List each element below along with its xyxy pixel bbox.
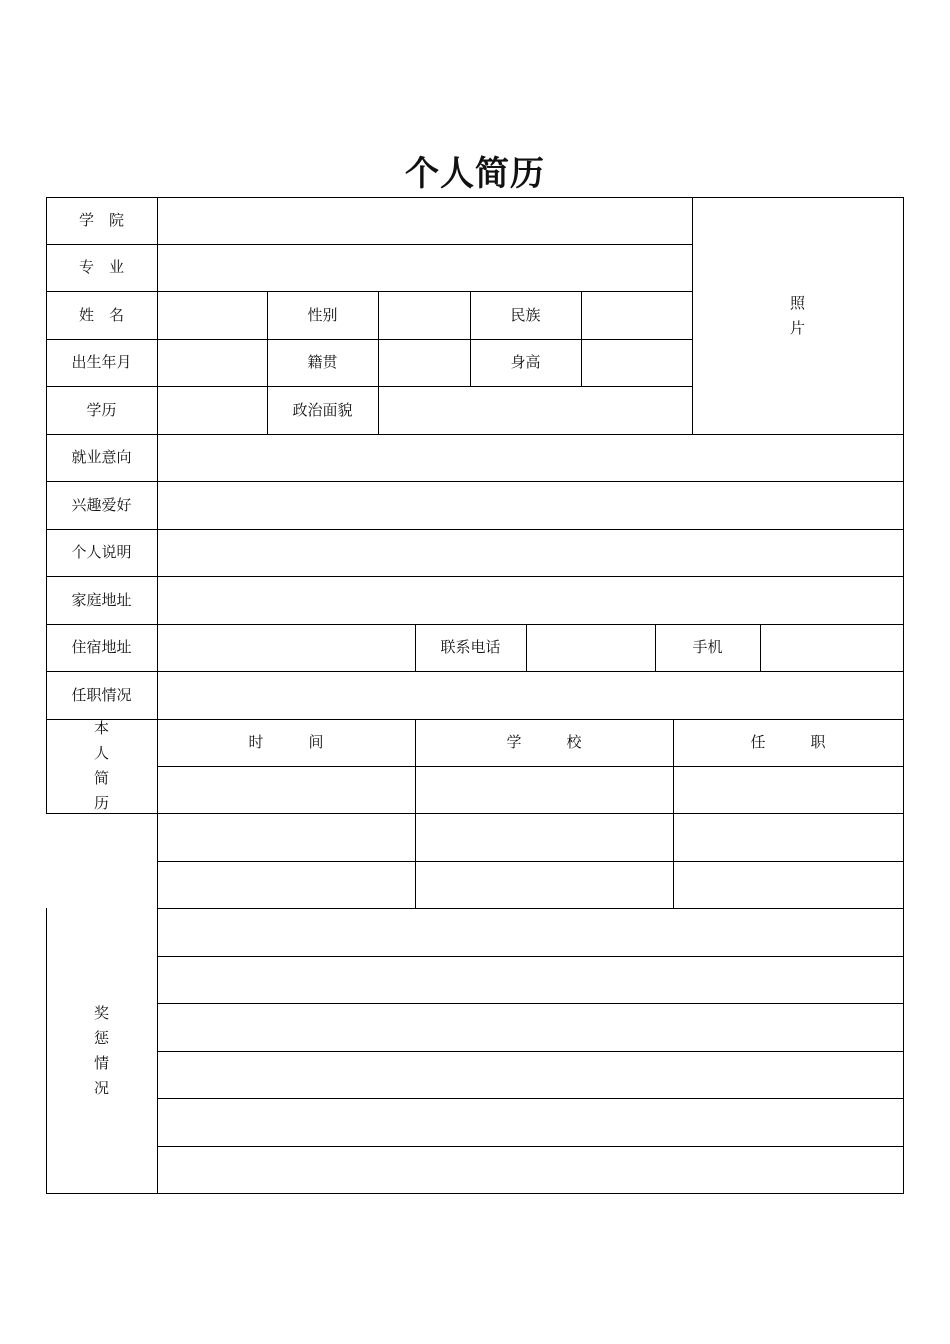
h-line — [46, 481, 904, 482]
label-phone: 联系电话 — [440, 638, 501, 656]
label-ethnicity: 民族 — [510, 305, 541, 324]
v-line — [378, 291, 379, 435]
label-awards-char: 情 — [93, 1053, 109, 1072]
v-line — [760, 624, 761, 672]
label-resume-char: 本 — [93, 719, 109, 737]
label-name: 姓 名 — [78, 305, 124, 324]
h-line — [46, 434, 904, 435]
h-line — [46, 1193, 904, 1194]
page-title: 个人简历 — [405, 154, 545, 194]
h-line — [157, 908, 904, 909]
label-awards-char: 奖 — [93, 1003, 109, 1022]
h-line — [157, 861, 904, 862]
h-line — [157, 956, 904, 957]
label-resume — [46, 719, 157, 813]
column-header-school: 学 校 — [506, 733, 582, 751]
v-line — [903, 197, 904, 1194]
label-education: 学历 — [86, 400, 117, 419]
h-line — [46, 576, 904, 577]
label-awards-char: 况 — [93, 1078, 109, 1097]
h-line — [46, 671, 904, 672]
label-awards-char: 惩 — [93, 1028, 109, 1047]
label-native-place: 籍贯 — [307, 353, 338, 371]
h-line — [157, 1051, 904, 1052]
label-home-address: 家庭地址 — [71, 590, 132, 609]
label-awards — [46, 908, 157, 1193]
label-height: 身高 — [510, 353, 541, 371]
label-mobile: 手机 — [692, 638, 723, 656]
label-resume-char: 历 — [93, 794, 109, 812]
label-photo-char: 片 — [789, 318, 805, 337]
column-header-time: 时 间 — [248, 733, 324, 751]
v-line — [526, 624, 527, 672]
label-birth: 出生年月 — [71, 353, 132, 371]
h-line — [157, 766, 904, 767]
label-major: 专 业 — [78, 258, 124, 276]
label-photo-char: 照 — [789, 293, 805, 312]
label-resume-char: 简 — [93, 769, 109, 787]
column-header-position: 任 职 — [750, 733, 826, 751]
label-resume-char: 人 — [93, 744, 109, 762]
h-line — [46, 813, 904, 814]
h-line — [157, 1003, 904, 1004]
v-line — [581, 291, 582, 387]
label-personal-statement: 个人说明 — [71, 543, 132, 561]
label-position-held: 任职情况 — [71, 685, 132, 704]
label-hobbies: 兴趣爱好 — [71, 495, 132, 514]
label-gender: 性别 — [307, 305, 338, 324]
label-college: 学 院 — [78, 211, 124, 229]
h-line — [157, 1146, 904, 1147]
label-job-intention: 就业意向 — [71, 448, 132, 466]
label-dorm-address: 住宿地址 — [71, 638, 132, 656]
v-line — [157, 197, 158, 1194]
h-line — [157, 1098, 904, 1099]
label-political-status: 政治面貌 — [292, 400, 353, 419]
h-line — [46, 529, 904, 530]
label-photo — [692, 197, 903, 434]
